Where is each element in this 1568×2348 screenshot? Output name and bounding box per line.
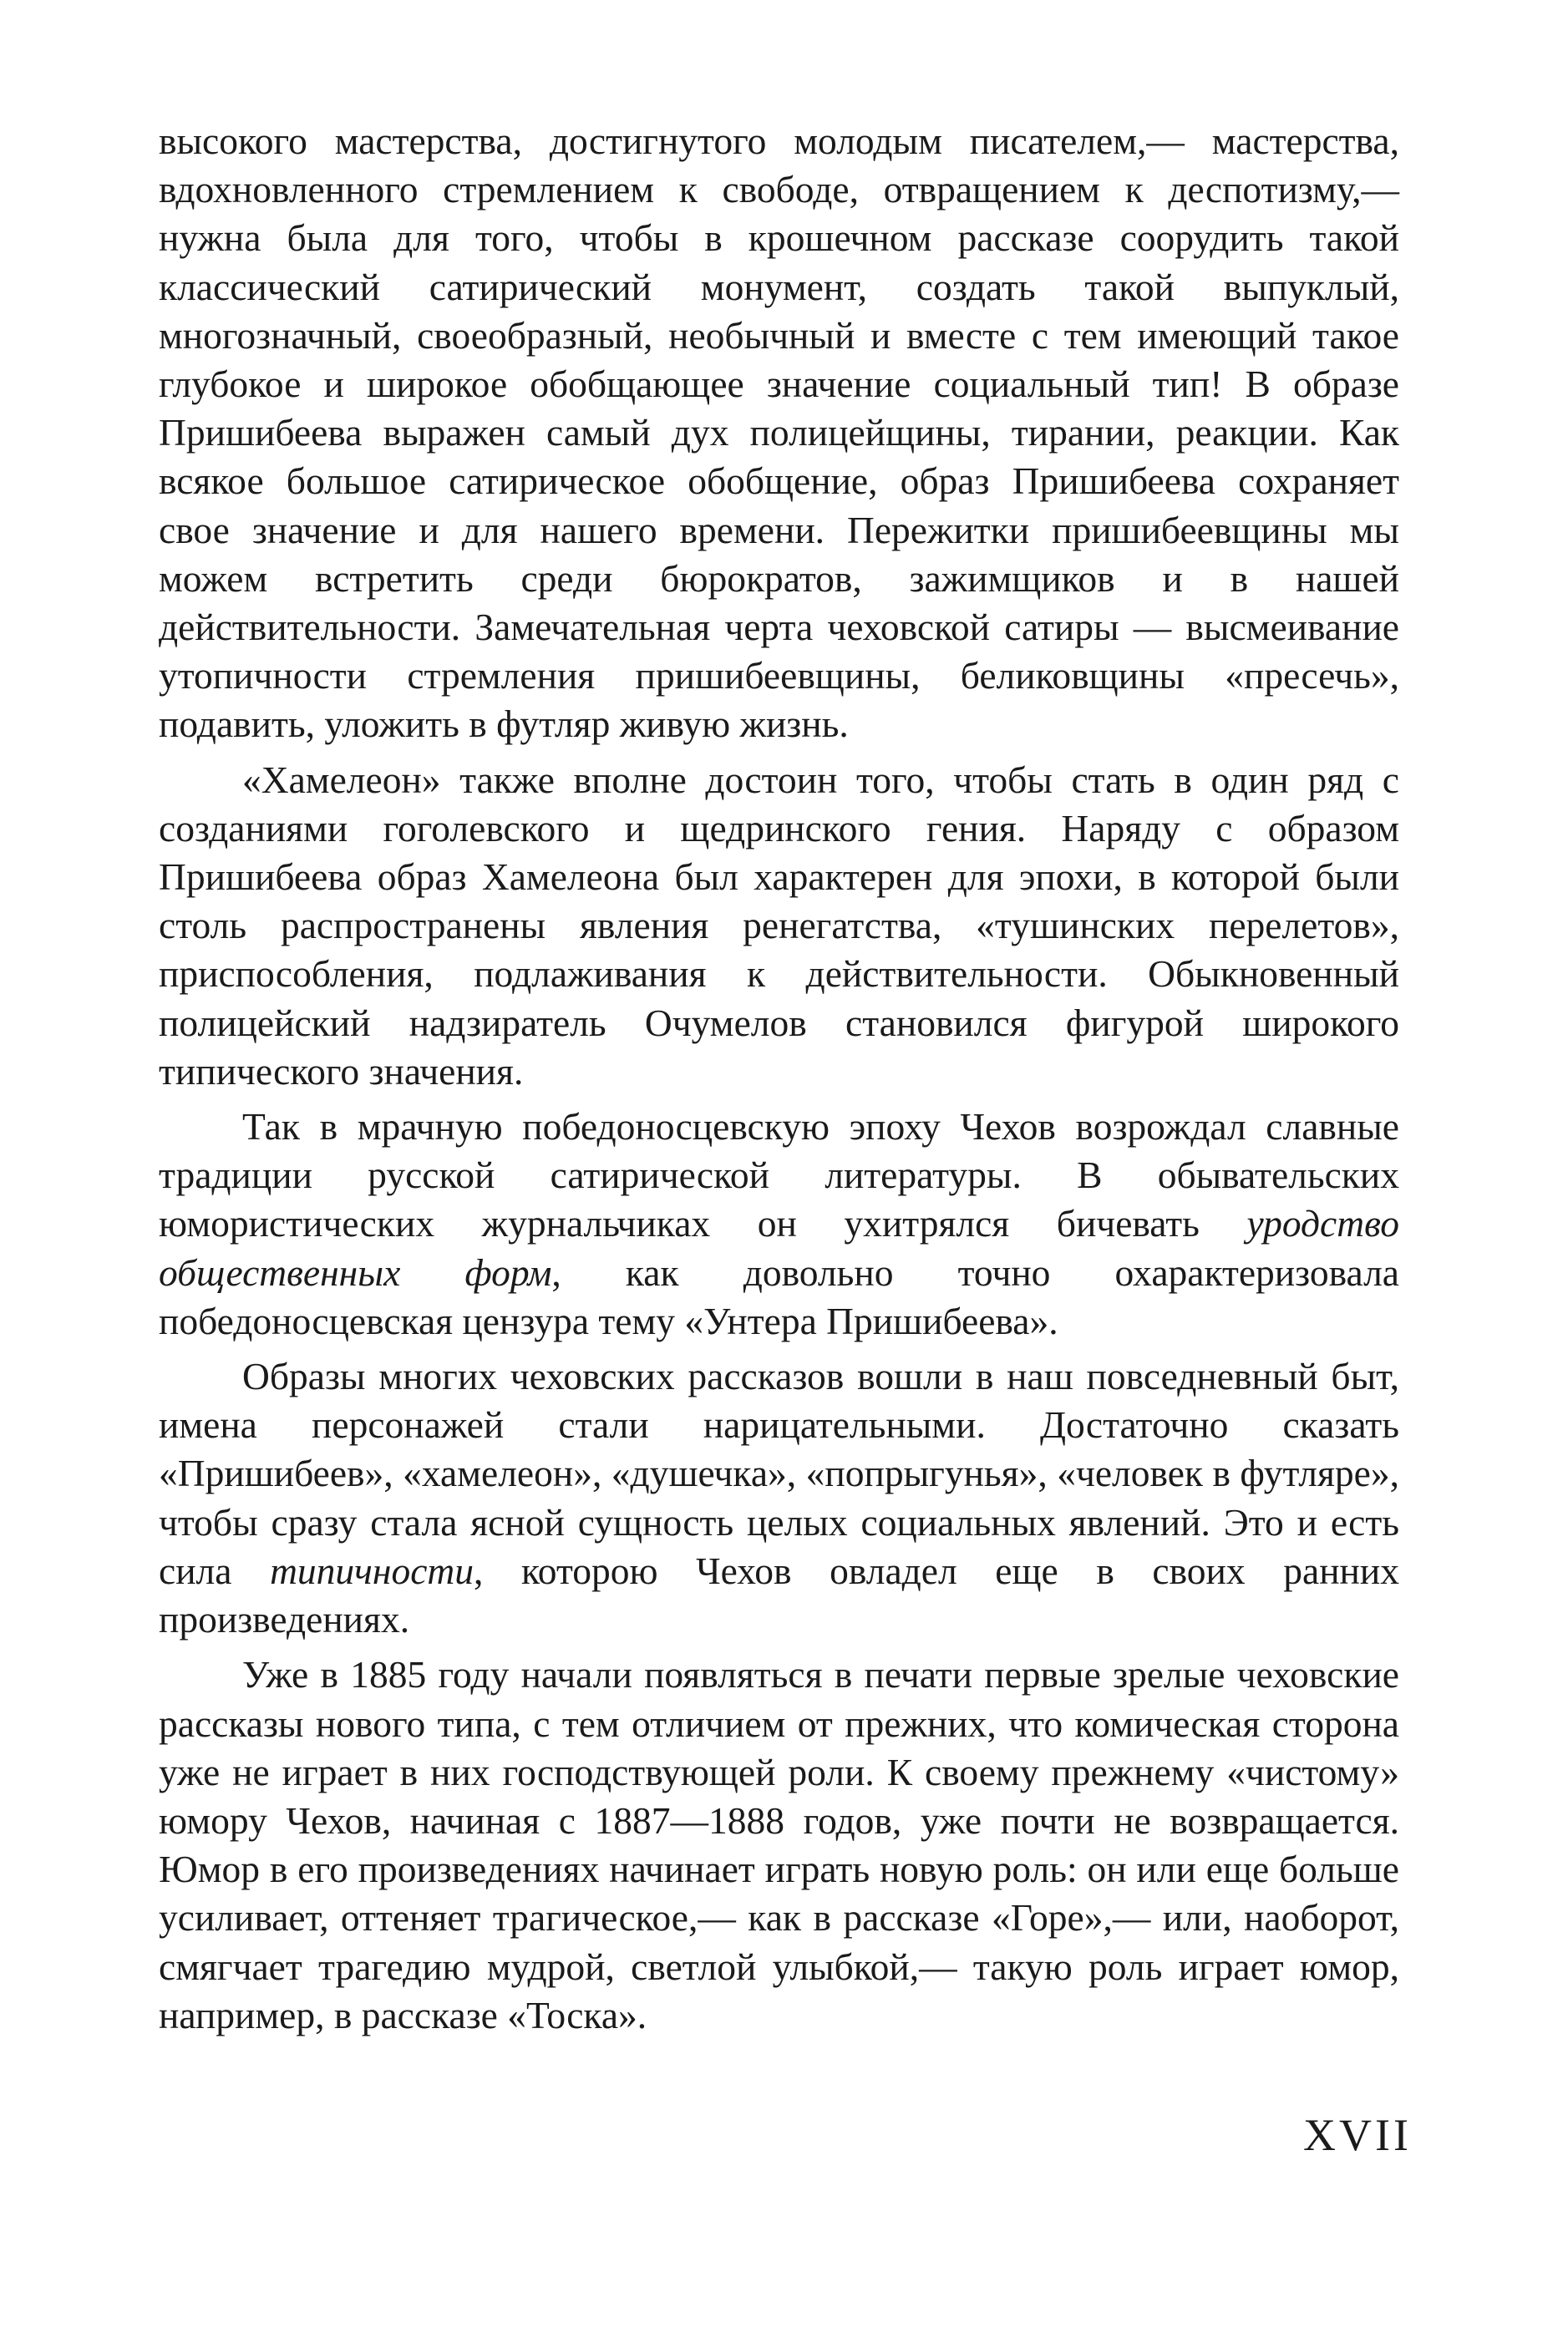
paragraph-3-italic-phrase: уродство общественных форм [159, 1202, 1399, 1294]
paragraph-4-italic-word: типичности [270, 1549, 474, 1592]
paragraph-4-text-a: Образы многих чеховских рассказов вошли в наш повседневный быт, имена персонажей стали нарицательными. Достаточно сказать «Пришибеев», «хамелеон», «душечка», «попрыгунья», «человек в футляре», чтобы сразу стала ясной сущность целых социальных явлений. Это и есть сила [159, 1355, 1399, 1592]
paragraph-2-text: «Хамелеон» также вполне достоин того, чтобы стать в один ряд с созданиями гоголевского и щедринского гения. Наряду с образом Пришибеева образ Хамелеона был характерен для эпохи, в которой были столь распространены явления ренегатства, «тушинских перелетов», приспособления, подлаживания к действительности. Обыкновенный полицейский надзиратель Очумелов становился фигурой широкого типического значения. [159, 758, 1399, 1093]
paragraph-4-text-b: , которою Чехов овладел еще в своих ранних произведениях. [159, 1549, 1399, 1641]
paragraph-3-text-a: Так в мрачную победоносцевскую эпоху Чехов возрождал славные традиции русской сатирической литературы. В обывательских юмористических журнальчиках он ухитрялся бичевать [159, 1105, 1399, 1245]
paragraph-5 [159, 1651, 1399, 2040]
paragraph-5-text: Уже в 1885 году начали появляться в печати первые зрелые чеховские рассказы нового типа, с тем отличием от прежних, что комическая сторона уже не играет в них господствующей роли. К своему прежнему «чистому» юмору Чехов, начиная с 1887—1888 годов, уже почти не возвращается. Юмор в его произведениях начинает играть новую роль: он или еще больше усиливает, оттеняет трагическое,— как в рассказе «Горе»,— или, наоборот, смягчает трагедию мудрой, светлой улыбкой,— такую роль играет юмор, например, в рассказе «Тоска». [159, 1653, 1399, 2036]
paragraph-1-text: высокого мастерства, достигнутого молодым писателем,— мастерства, вдохновленного стремлением к свободе, отвращением к деспотизму,— нужна была для того, чтобы в крошечном рассказе соорудить такой классический сатирический монумент, создать такой выпуклый, многозначный, своеобразный, необычный и вместе с тем имеющий такое глубокое и широкое обобщающее значение социальный тип! В образе Пришибеева выражен самый дух полицейщины, тирании, реакции. Как всякое большое сатирическое обобщение, образ Пришибеева сохраняет свое значение и для нашего времени. Пережитки пришибеевщины мы можем встретить среди бюрократов, зажимщиков и в нашей действительности. Замечательная черта чеховской сатиры — высмеивание утопичности стремления пришибеевщины, беликовщины «пресечь», подавить, уложить в футляр живую жизнь. [159, 119, 1399, 746]
paragraph-3 [159, 1103, 1399, 1346]
paragraph-1 [159, 117, 1399, 749]
page-number: XVII [1303, 2110, 1412, 2160]
paragraph-3-text-b: , как довольно точно охарактеризовала победоносцевская цензура тему «Унтера Пришибеева». [159, 1250, 1399, 1342]
paragraph-4 [159, 1352, 1399, 1644]
body-text [159, 117, 1399, 2046]
paragraph-2 [159, 756, 1399, 1096]
